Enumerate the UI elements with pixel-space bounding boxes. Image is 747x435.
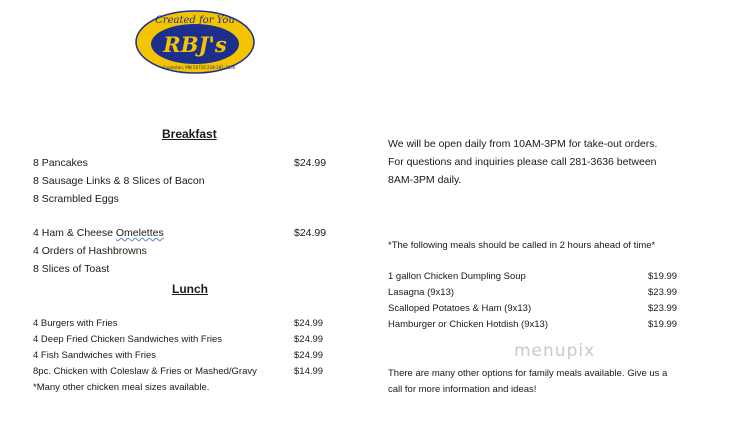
logo-initials: RBJ's xyxy=(163,32,227,57)
family-item-price: $23.99 xyxy=(648,303,678,314)
lunch-item-price: $24.99 xyxy=(294,318,324,329)
advance-note: *The following meals should be called in 2 hours ahead of time* xyxy=(388,240,656,251)
breakfast-set2-item: 4 Orders of Hashbrowns xyxy=(33,245,147,257)
menupix-watermark: menupix xyxy=(514,341,596,361)
lunch-heading: Lunch xyxy=(172,282,208,296)
family-item-name: Lasagna (9x13) xyxy=(388,287,455,298)
omelette-prefix: 4 Ham & Cheese xyxy=(33,227,116,239)
lunch-item-price: $24.99 xyxy=(294,334,324,345)
family-item-name: Scalloped Potatoes & Ham (9x13) xyxy=(388,303,532,314)
lunch-item-name: 8pc. Chicken with Coleslaw & Fries or Mashed/Gravy xyxy=(33,366,257,377)
lunch-note: *Many other chicken meal sizes available. xyxy=(33,382,210,393)
family-item-name: 1 gallon Chicken Dumpling Soup xyxy=(388,271,526,282)
closing-line: There are many other options for family meals available. Give us a xyxy=(388,368,668,379)
breakfast-set2-item xyxy=(33,227,164,239)
breakfast-heading: Breakfast xyxy=(162,127,217,141)
lunch-item-name: 4 Burgers with Fries xyxy=(33,318,118,329)
lunch-item-price: $24.99 xyxy=(294,350,324,361)
breakfast-set2-item: 8 Slices of Toast xyxy=(33,263,110,275)
omelette-word: Omelettes xyxy=(115,227,164,239)
breakfast-set2-price: $24.99 xyxy=(294,227,327,239)
family-item-name: Hamburger or Chicken Hotdish (9x13) xyxy=(388,319,548,330)
logo-arc-text: Created for You xyxy=(155,15,235,26)
info-line: For questions and inquiries please call 281-3636 between xyxy=(388,156,657,168)
rbjs-logo xyxy=(135,10,255,74)
family-item-price: $19.99 xyxy=(648,271,678,282)
breakfast-set1-item: 8 Sausage Links & 8 Slices of Bacon xyxy=(33,175,205,187)
info-line: We will be open daily from 10AM-3PM for take-out orders. xyxy=(388,138,658,150)
closing-line: call for more information and ideas! xyxy=(388,384,537,395)
family-item-price: $23.99 xyxy=(648,287,678,298)
lunch-item-price: $14.99 xyxy=(294,366,324,377)
info-line: 8AM-3PM daily. xyxy=(388,174,462,186)
breakfast-set1-price: $24.99 xyxy=(294,157,327,169)
lunch-item-name: 4 Fish Sandwiches with Fries xyxy=(33,350,157,361)
family-item-price: $19.99 xyxy=(648,319,678,330)
lunch-item-name: 4 Deep Fried Chicken Sandwiches with Fries xyxy=(33,334,223,345)
logo-address: Crookston, MN 56716 218-281-3636 xyxy=(162,65,236,70)
breakfast-set1-item: 8 Pancakes xyxy=(33,157,88,169)
breakfast-set1-item: 8 Scrambled Eggs xyxy=(33,193,119,205)
